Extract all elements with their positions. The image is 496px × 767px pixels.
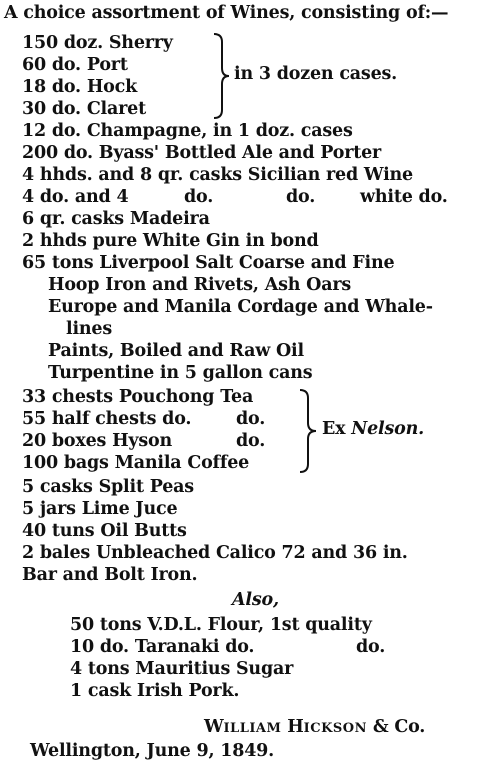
list-item: 4 tons Mauritius Sugar	[70, 659, 294, 679]
also-heading: Also,	[232, 590, 279, 610]
list-item: 20 boxes Hyson	[22, 431, 173, 451]
list-item: 150 doz. Sherry	[22, 33, 173, 53]
group-note	[322, 418, 424, 440]
list-item: 30 do. Claret	[22, 99, 146, 119]
list-item: 1 cask Irish Pork.	[70, 681, 240, 701]
list-item-continuation: lines	[66, 319, 113, 339]
list-item-ditto: white do.	[360, 187, 448, 207]
list-item: 12 do. Champagne, in 1 doz. cases	[22, 121, 353, 141]
list-item: Turpentine in 5 gallon cans	[48, 363, 313, 383]
list-item: 4 hhds. and 8 qr. casks Sicilian red Wine	[22, 165, 413, 185]
list-item: 65 tons Liverpool Salt Coarse and Fine	[22, 253, 395, 273]
list-item: Paints, Boiled and Raw Oil	[48, 341, 304, 361]
list-item: 5 jars Lime Juce	[22, 499, 178, 519]
list-item: Bar and Bolt Iron.	[22, 565, 198, 585]
list-item-ditto: do.	[236, 431, 266, 451]
list-item: Hoop Iron and Rivets, Ash Oars	[48, 275, 352, 295]
list-item-ditto: do.	[184, 187, 214, 207]
signature: WILLIAM HICKSON & Co.	[204, 717, 426, 737]
list-item: 2 hhds pure White Gin in bond	[22, 231, 319, 251]
list-item: 200 do. Byass' Bottled Ale and Porter	[22, 143, 382, 163]
group-note: in 3 dozen cases.	[234, 64, 398, 84]
note-prefix: Ex	[322, 419, 346, 439]
list-item: 100 bags Manila Coffee	[22, 453, 250, 473]
right-brace-icon	[296, 388, 320, 474]
heading: A choice assortment of Wines, consisting of:—	[4, 3, 449, 23]
list-item: 33 chests Pouchong Tea	[22, 387, 254, 407]
list-item-ditto: do.	[236, 409, 266, 429]
list-item: 18 do. Hock	[22, 77, 138, 97]
list-item: 6 qr. casks Madeira	[22, 209, 210, 229]
list-item: 10 do. Taranaki do.	[70, 637, 255, 657]
list-item: 2 bales Unbleached Calico 72 and 36 in.	[22, 543, 408, 563]
list-item: 40 tuns Oil Butts	[22, 521, 187, 541]
right-brace-icon	[210, 32, 232, 120]
list-item: 60 do. Port	[22, 55, 128, 75]
list-item: Europe and Manila Cordage and Whale-	[48, 297, 433, 317]
list-item: 4 do. and 4	[22, 187, 129, 207]
list-item-ditto: do.	[356, 637, 386, 657]
list-item: 55 half chests do.	[22, 409, 192, 429]
ship-name: Nelson.	[351, 419, 424, 439]
list-item-ditto: do.	[286, 187, 316, 207]
list-item: 5 casks Split Peas	[22, 477, 194, 497]
dateline: Wellington, June 9, 1849.	[30, 741, 275, 761]
list-item: 50 tons V.D.L. Flour, 1st quality	[70, 615, 372, 635]
